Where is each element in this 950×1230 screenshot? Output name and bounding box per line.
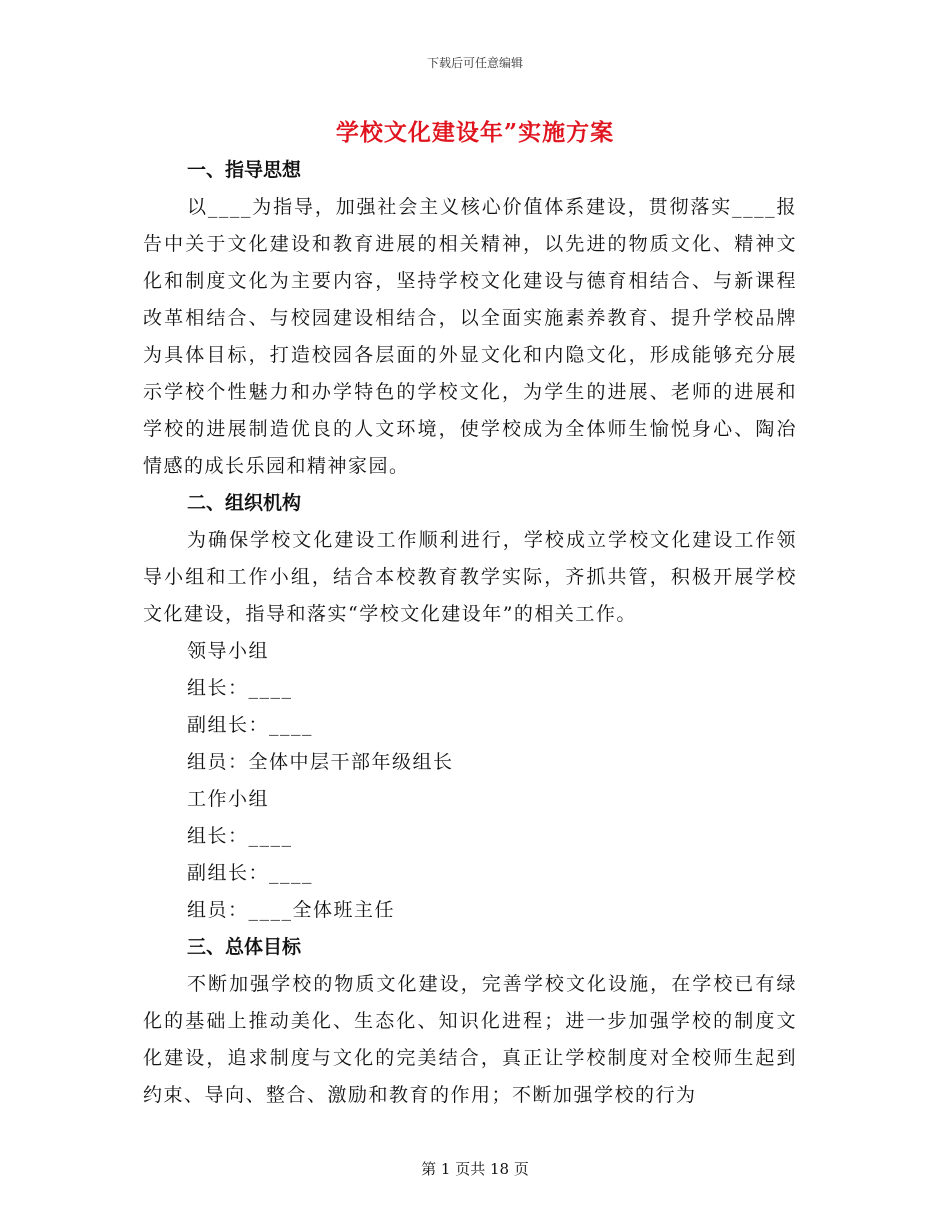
section-heading-overall-goals: 三、总体目标 xyxy=(187,936,302,958)
leader-group-deputy: 副组长：____ xyxy=(187,714,314,736)
paragraph-overall-goals: 不断加强学校的物质文化建设，完善学校文化设施，在学校已有绿化的基础上推动美化、生态化、知识化进程；进一步加强学校的制度文化建设，追求制度与文化的完美结合，真正让学校制度对全校师生起到约束、导向、整合、激励和教育的作用；不断加强学校的行为 xyxy=(143,973,797,1106)
work-group-leader: 组长：____ xyxy=(187,825,293,847)
document-body xyxy=(143,152,797,1114)
header-note: 下载后可任意编辑 xyxy=(426,56,523,70)
work-group-members: 组员：____全体班主任 xyxy=(187,899,396,921)
leader-group-members: 组员：全体中层干部年级组长 xyxy=(187,751,454,773)
section-heading-organization: 二、组织机构 xyxy=(187,492,302,514)
section-heading-guiding-ideology: 一、指导思想 xyxy=(187,159,302,181)
leader-group-title: 领导小组 xyxy=(187,640,270,662)
paragraph-organization: 为确保学校文化建设工作顺利进行，学校成立学校文化建设工作领导小组和工作小组，结合本校教育教学实际，齐抓共管，积极开展学校文化建设，指导和落实“学校文化建设年”的相关工作。 xyxy=(143,529,797,625)
work-group-title: 工作小组 xyxy=(187,788,270,810)
paragraph-guiding-ideology: 以____为指导，加强社会主义核心价值体系建设，贯彻落实____报告中关于文化建设和教育进展的相关精神，以先进的物质文化、精神文化和制度文化为主要内容，坚持学校文化建设与德育相结合、与新课程改革相结合、与校园建设相结合，以全面实施素养教育、提升学校品牌为具体目标，打造校园各层面的外显文化和内隐文化，形成能够充分展示学校个性魅力和办学特色的学校文化，为学生的进展、老师的进展和学校的进展制造优良的人文环境，使学校成为全体师生愉悦身心、陶冶情感的成长乐园和精神家园。 xyxy=(143,196,797,477)
document-title: 学校文化建设年”实施方案 xyxy=(335,119,615,146)
leader-group-leader: 组长：____ xyxy=(187,677,293,699)
work-group-deputy: 副组长：____ xyxy=(187,862,314,884)
page-footer: 第 1 页共 18 页 xyxy=(421,1160,529,1178)
